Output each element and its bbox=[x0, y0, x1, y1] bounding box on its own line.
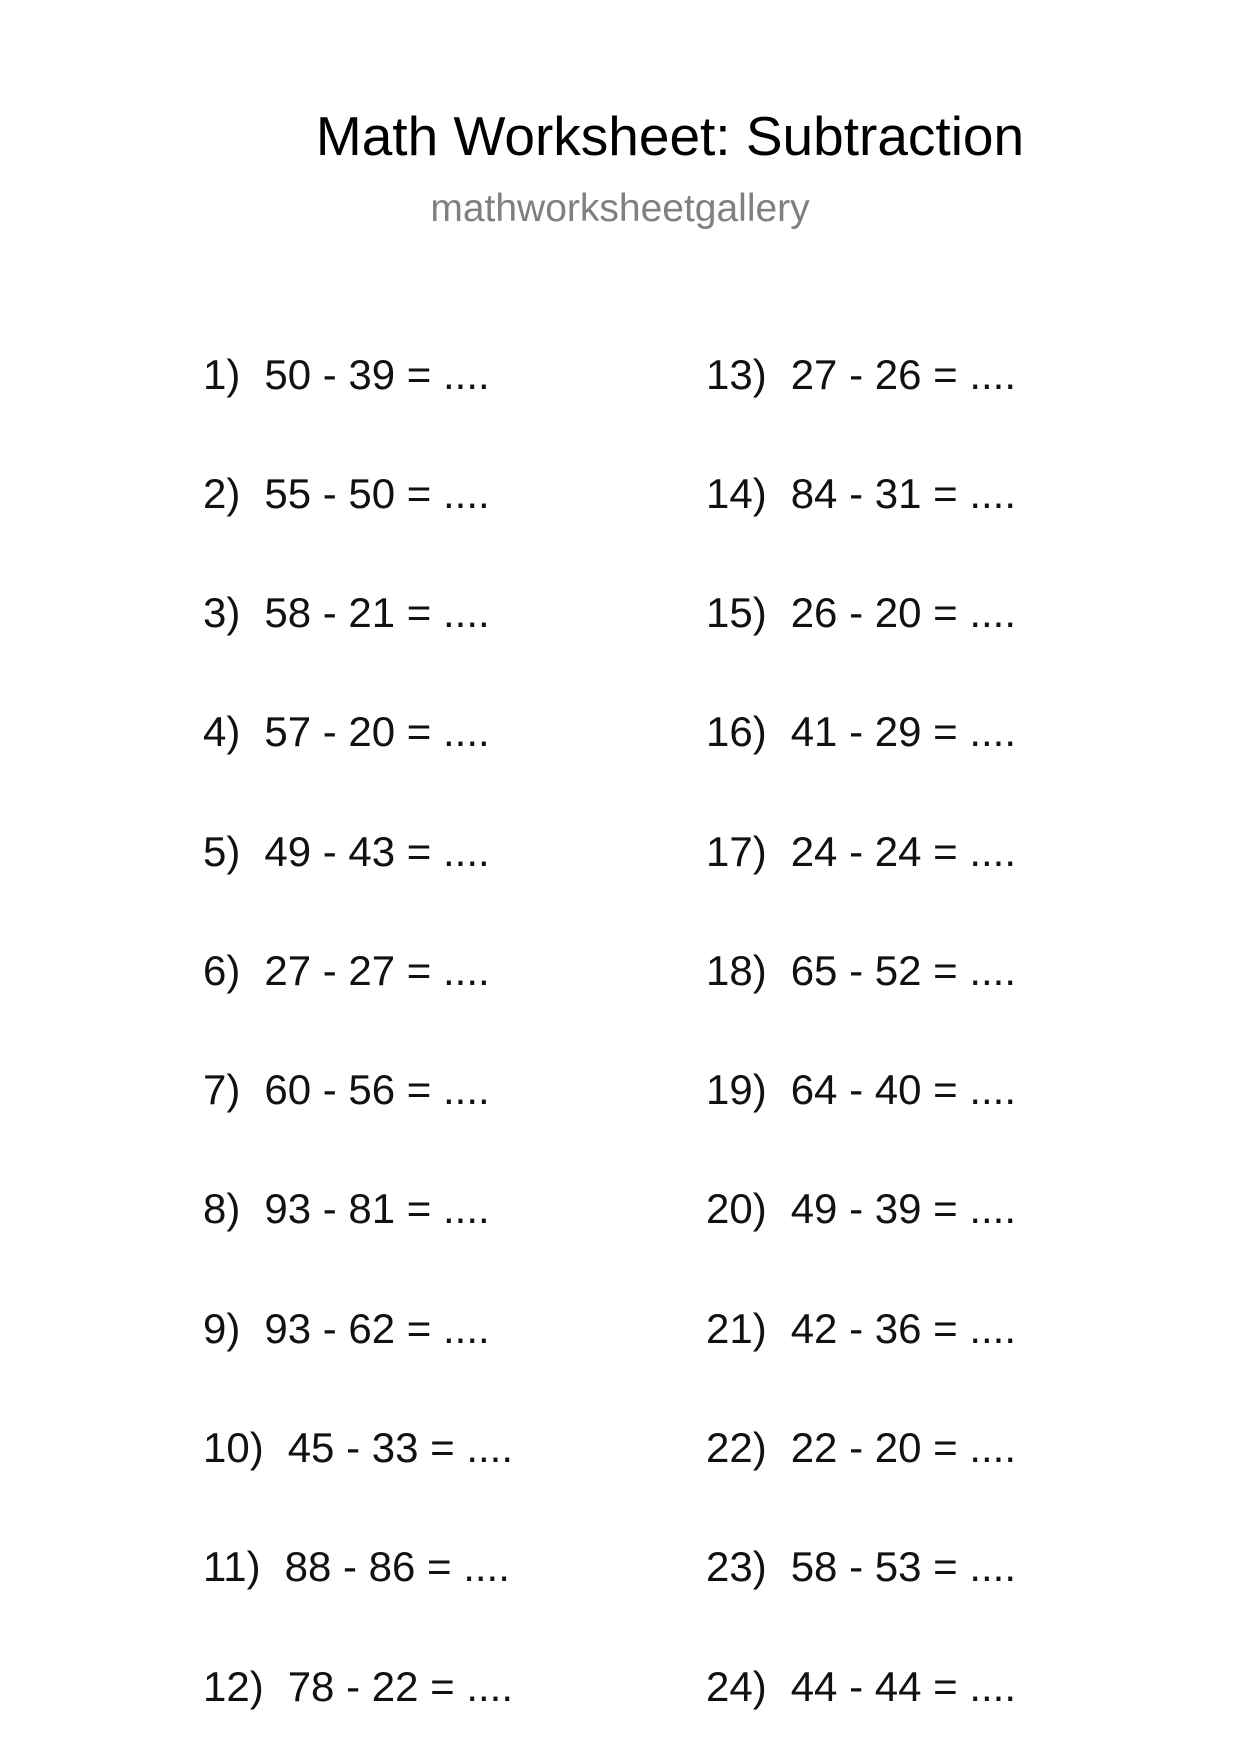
problem-expression: 27 - 26 = .... bbox=[790, 351, 1017, 398]
problem-expression: 50 - 39 = .... bbox=[264, 351, 490, 398]
problem-expression: 84 - 31 = .... bbox=[790, 470, 1017, 517]
problem-3 bbox=[203, 583, 490, 643]
problem-expression: 58 - 53 = .... bbox=[790, 1543, 1017, 1590]
problem-5 bbox=[203, 822, 490, 882]
problem-20 bbox=[706, 1179, 1016, 1239]
problem-number: 20) bbox=[706, 1185, 767, 1232]
problem-15 bbox=[706, 583, 1016, 643]
problem-number: 12) bbox=[203, 1663, 264, 1710]
problem-number: 13) bbox=[706, 351, 767, 398]
problem-16 bbox=[706, 702, 1016, 762]
problem-number: 19) bbox=[706, 1066, 767, 1113]
problem-number: 3) bbox=[203, 589, 241, 636]
problem-expression: 44 - 44 = .... bbox=[790, 1663, 1017, 1710]
problem-expression: 57 - 20 = .... bbox=[264, 708, 490, 755]
problem-18 bbox=[706, 941, 1016, 1001]
problem-expression: 93 - 62 = .... bbox=[264, 1305, 490, 1352]
problem-expression: 45 - 33 = .... bbox=[287, 1424, 514, 1471]
problem-expression: 93 - 81 = .... bbox=[264, 1185, 490, 1232]
problem-number: 8) bbox=[203, 1185, 241, 1232]
problem-number: 1) bbox=[203, 351, 241, 398]
problem-number: 9) bbox=[203, 1305, 241, 1352]
problem-expression: 49 - 43 = .... bbox=[264, 828, 490, 875]
problem-9 bbox=[203, 1299, 490, 1359]
problem-expression: 27 - 27 = .... bbox=[264, 947, 490, 994]
problem-expression: 65 - 52 = .... bbox=[790, 947, 1017, 994]
problem-expression: 49 - 39 = .... bbox=[790, 1185, 1017, 1232]
worksheet-subtitle: mathworksheetgallery bbox=[430, 187, 810, 230]
problem-number: 18) bbox=[706, 947, 767, 994]
problem-19 bbox=[706, 1060, 1016, 1120]
problem-22 bbox=[706, 1418, 1016, 1478]
problem-number: 23) bbox=[706, 1543, 767, 1590]
problem-number: 16) bbox=[706, 708, 767, 755]
problem-expression: 41 - 29 = .... bbox=[790, 708, 1017, 755]
problem-expression: 42 - 36 = .... bbox=[790, 1305, 1017, 1352]
problem-number: 14) bbox=[706, 470, 767, 517]
problem-number: 10) bbox=[203, 1424, 264, 1471]
problem-expression: 58 - 21 = .... bbox=[264, 589, 490, 636]
problem-8 bbox=[203, 1179, 490, 1239]
problem-number: 11) bbox=[203, 1543, 261, 1590]
problem-4 bbox=[203, 702, 490, 762]
problem-number: 15) bbox=[706, 589, 767, 636]
problem-24 bbox=[706, 1657, 1016, 1717]
problem-number: 21) bbox=[706, 1305, 767, 1352]
problem-13 bbox=[706, 345, 1016, 405]
problem-11 bbox=[203, 1537, 510, 1597]
problem-10 bbox=[203, 1418, 513, 1478]
problem-expression: 88 - 86 = .... bbox=[284, 1543, 510, 1590]
problem-expression: 22 - 20 = .... bbox=[790, 1424, 1017, 1471]
problem-12 bbox=[203, 1657, 513, 1717]
problem-7 bbox=[203, 1060, 490, 1120]
problem-expression: 26 - 20 = .... bbox=[790, 589, 1017, 636]
problem-6 bbox=[203, 941, 490, 1001]
problem-21 bbox=[706, 1299, 1016, 1359]
problem-23 bbox=[706, 1537, 1016, 1597]
problem-17 bbox=[706, 822, 1016, 882]
problem-number: 4) bbox=[203, 708, 241, 755]
problem-number: 5) bbox=[203, 828, 241, 875]
problem-expression: 24 - 24 = .... bbox=[790, 828, 1017, 875]
problem-number: 22) bbox=[706, 1424, 767, 1471]
problem-number: 17) bbox=[706, 828, 767, 875]
problem-expression: 55 - 50 = .... bbox=[264, 470, 490, 517]
problem-number: 24) bbox=[706, 1663, 767, 1710]
problem-1 bbox=[203, 345, 490, 405]
problem-number: 7) bbox=[203, 1066, 241, 1113]
problem-number: 6) bbox=[203, 947, 241, 994]
problem-expression: 60 - 56 = .... bbox=[264, 1066, 490, 1113]
problem-number: 2) bbox=[203, 470, 241, 517]
problem-2 bbox=[203, 464, 490, 524]
worksheet-title: Math Worksheet: Subtraction bbox=[315, 105, 1025, 167]
problem-expression: 78 - 22 = .... bbox=[287, 1663, 514, 1710]
problem-expression: 64 - 40 = .... bbox=[790, 1066, 1017, 1113]
problem-14 bbox=[706, 464, 1016, 524]
